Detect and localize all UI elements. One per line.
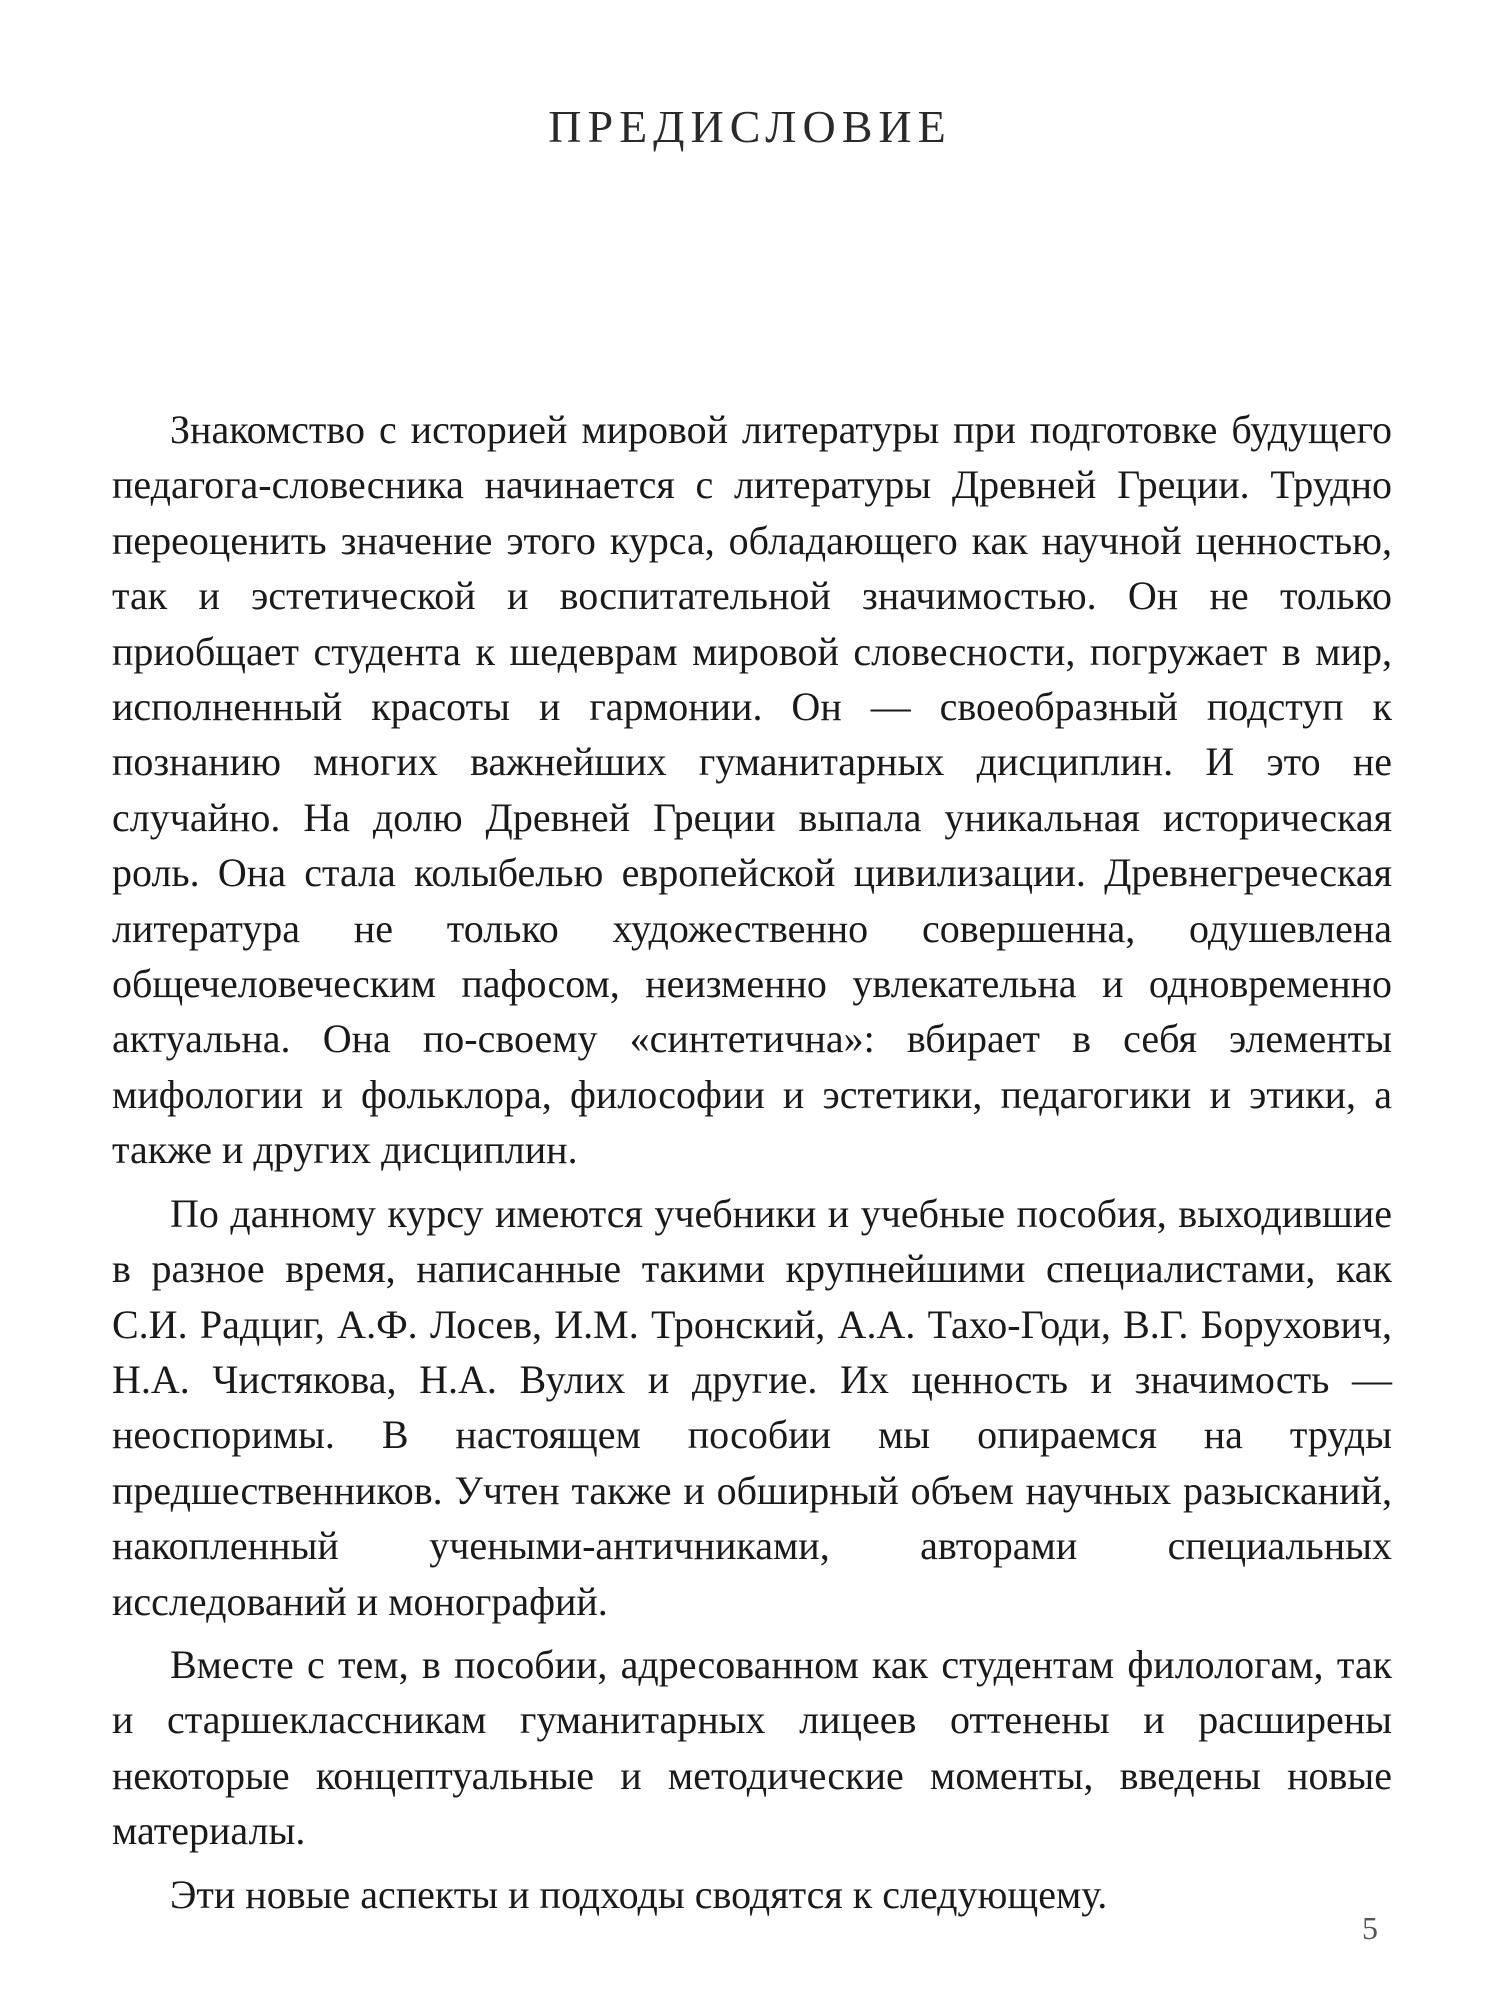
preface-body bbox=[112, 402, 1392, 1922]
paragraph-1: Знакомство с историей мировой литературы при подготовке будущего педагога-словесника начинается с литературы Древней Греции. Трудно переоценить значение этого курса, обладающего как научной ценностью, так и эстетической и воспитательной значимостью. Он не только приобщает студента к шедеврам мировой словесности, погружает в мир, исполненный красоты и гармонии. Он — своеобразный подступ к познанию многих важнейших гуманитарных дисциплин. И это не случайно. На долю Древней Греции выпала уникальная историческая роль. Она стала колыбелью европейской цивилизации. Древнегреческая литература не только художественно совершенна, одушевлена общечеловеческим пафосом, неизменно увлекательна и одновременно актуальна. Она по-своему «синтетична»: вбирает в себя элементы мифологии и фольклора, философии и эстетики, педагогики и этики, а также и других дисциплин. bbox=[112, 407, 1392, 1173]
page-title: ПРЕДИСЛОВИЕ bbox=[548, 101, 952, 152]
page-number: 5 bbox=[1362, 1910, 1378, 1946]
paragraph-4: Эти новые аспекты и подходы сводятся к следующему. bbox=[170, 1871, 1108, 1917]
paragraph-2: По данному курсу имеются учебники и учебные пособия, выходившие в разное время, написанные такими крупнейшими специалистами, как С.И. Радциг, А.Ф. Лосев, И.М. Тронский, А.А. Тахо-Годи, В.Г. Борухович, Н.А. Чистякова, Н.А. Вулих и другие. Их ценность и значимость — неоспоримы. В настоящем пособии мы опираемся на труды предшественников. Учтен также и обширный объем научных разысканий, накопленный учеными-античниками, авторами специальных исследований и монографий. bbox=[112, 1190, 1392, 1624]
paragraph-3: Вместе с тем, в пособии, адресованном как студентам филологам, так и старшеклассникам гуманитарных лицеев оттенены и расширены некоторые концептуальные и методические моменты, введены новые материалы. bbox=[112, 1641, 1392, 1854]
